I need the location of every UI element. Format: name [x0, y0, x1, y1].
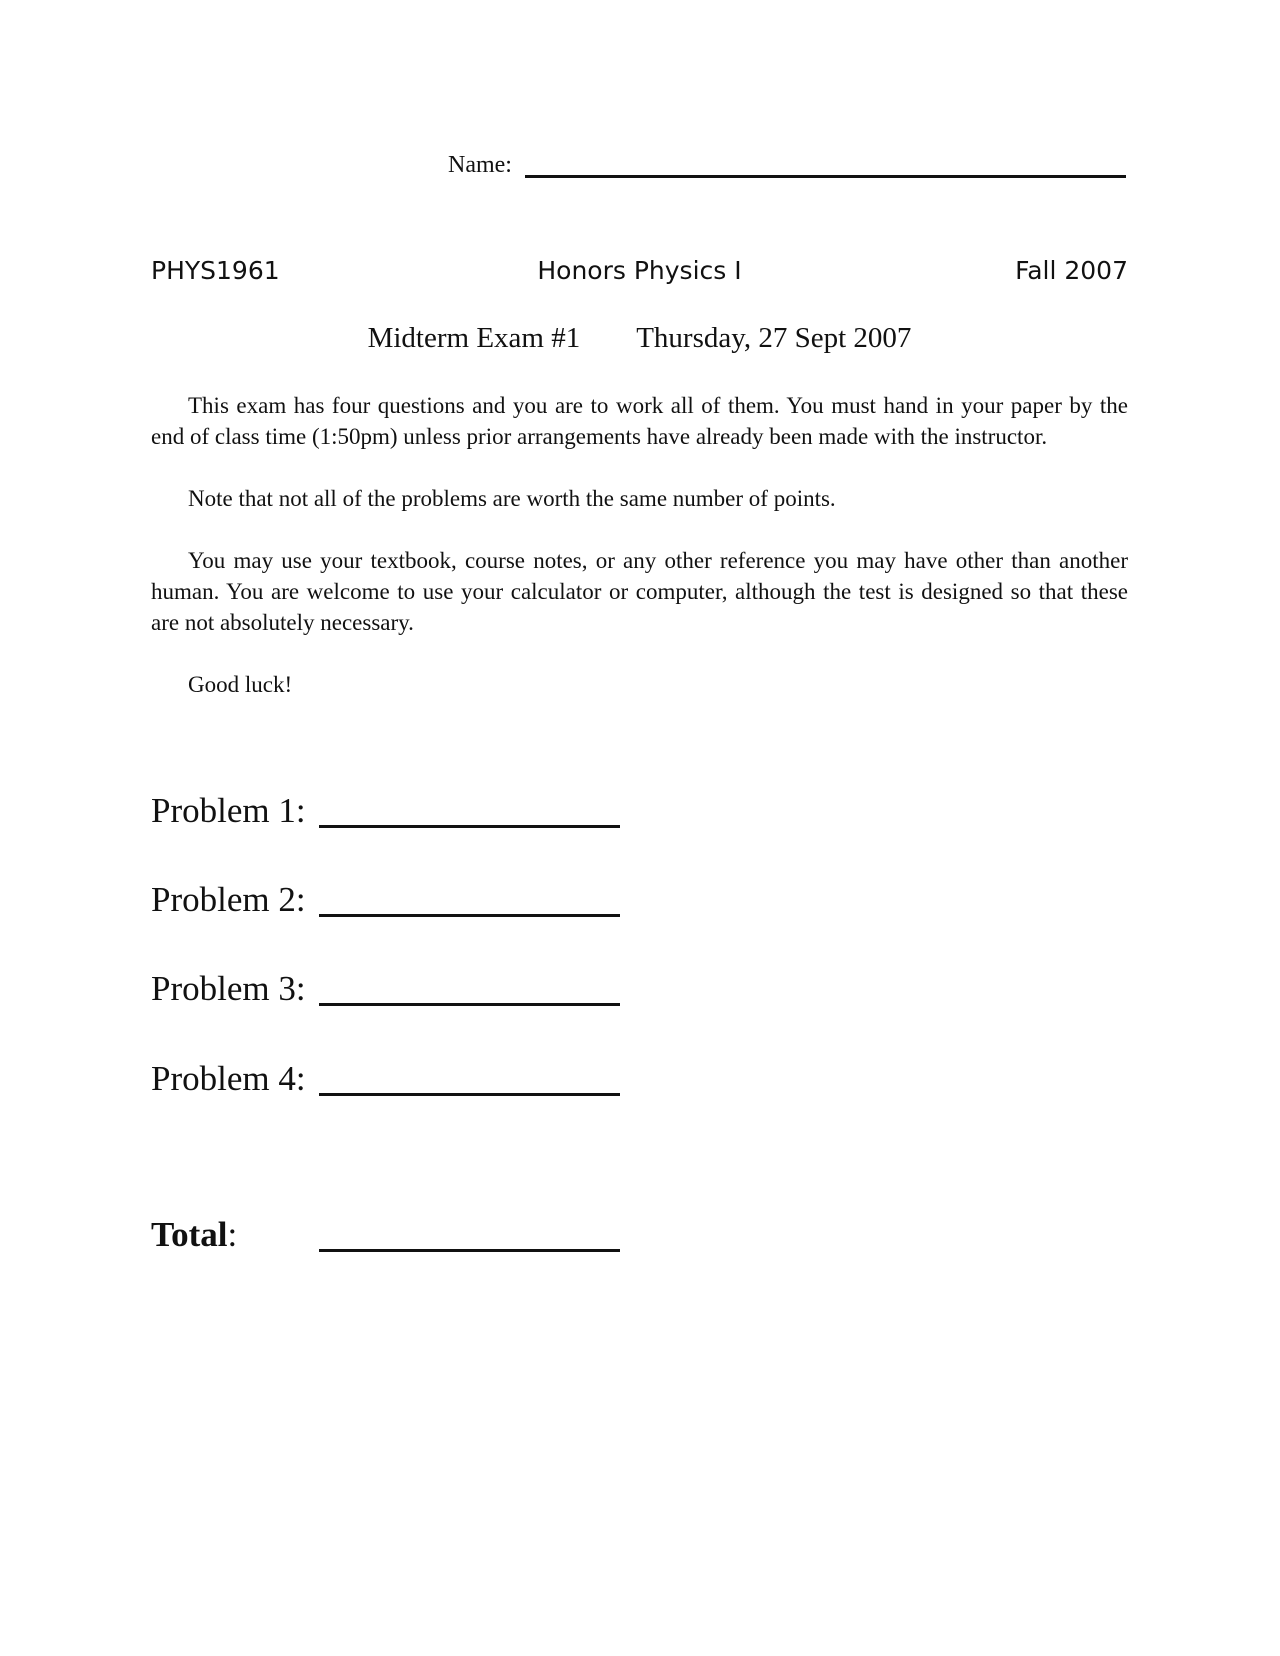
- score-row-problem-1: [151, 791, 651, 841]
- total-label-colon: :: [227, 1215, 238, 1254]
- score-row-total: [151, 1215, 651, 1265]
- instruction-paragraph: This exam has four questions and you are to work all of them. You must hand in your paper by the end of class time (1:50pm) unless prior arrangements have already been made with the instructor.: [151, 393, 1128, 449]
- name-blank-line[interactable]: [525, 175, 1126, 178]
- score-blank-line[interactable]: [319, 914, 620, 917]
- score-row-problem-3: [151, 969, 651, 1019]
- total-blank-line[interactable]: [319, 1249, 620, 1252]
- exam-date: Thursday, 27 Sept 2007: [636, 322, 912, 354]
- name-field: [448, 150, 1128, 190]
- score-blank-line[interactable]: [319, 825, 620, 828]
- course-header: [151, 256, 1128, 290]
- total-label: [151, 1215, 237, 1255]
- instruction-paragraph: You may use your textbook, course notes, or any other reference you may have other than another human. You are welcome to use your calculator or computer, although the test is designed so that these are not absolutely necessary.: [151, 548, 1128, 635]
- score-row-problem-2: [151, 880, 651, 930]
- instruction-paragraph: Good luck!: [188, 672, 293, 697]
- instruction-paragraph: Note that not all of the problems are worth the same number of points.: [188, 486, 836, 511]
- score-label: Problem 4:: [151, 1059, 306, 1098]
- score-label: Problem 3:: [151, 969, 306, 1008]
- score-label: Problem 1:: [151, 791, 306, 830]
- exam-title: [151, 322, 1128, 355]
- score-row-problem-4: [151, 1059, 651, 1109]
- course-title: Honors Physics I: [537, 256, 742, 285]
- score-label: Problem 2:: [151, 880, 306, 919]
- term: Fall 2007: [1015, 256, 1128, 285]
- name-label: Name:: [448, 152, 512, 178]
- instructions: [151, 390, 1128, 731]
- course-code: PHYS1961: [151, 256, 280, 285]
- score-blank-line[interactable]: [319, 1003, 620, 1006]
- total-label-text: Total: [151, 1215, 228, 1254]
- score-blank-line[interactable]: [319, 1093, 620, 1096]
- exam-name: Midterm Exam #1: [367, 322, 581, 354]
